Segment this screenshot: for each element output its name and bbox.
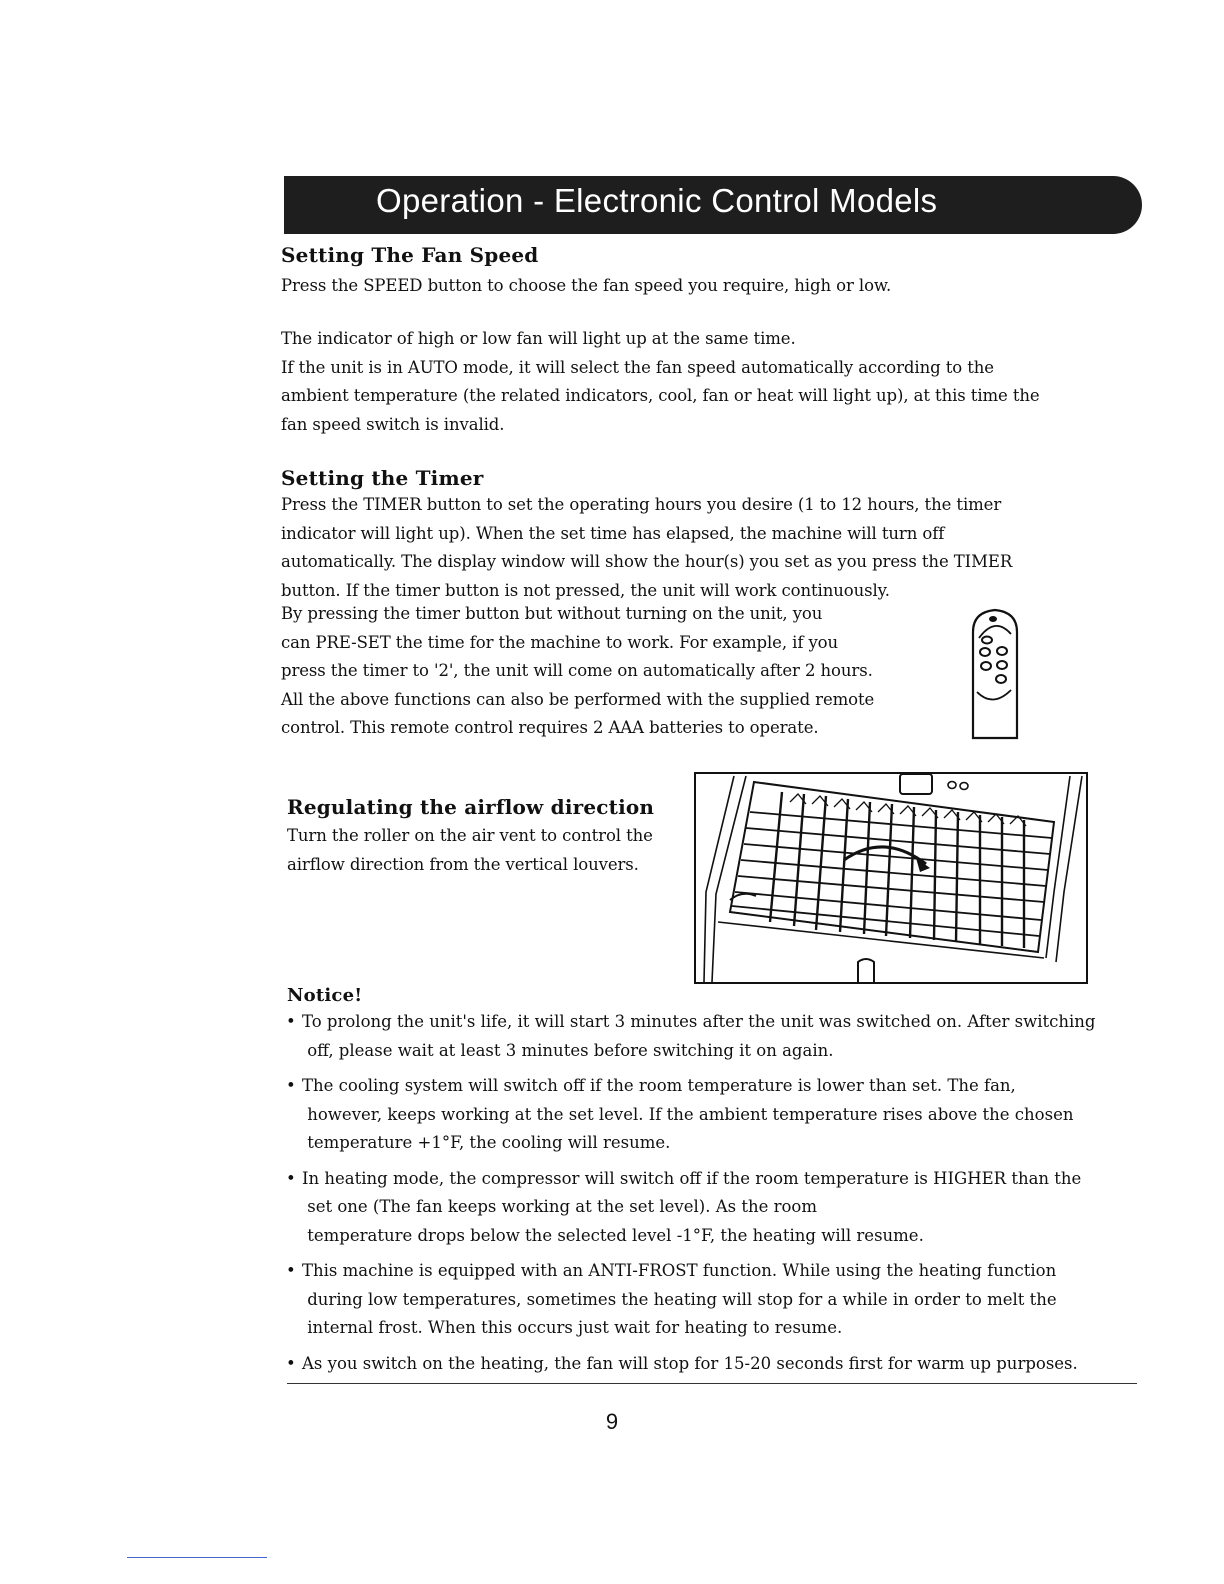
notice-item: • As you switch on the heating, the fan will stop for 15-20 seconds first for warm up purposes. [286,1350,1146,1379]
notice-item: • To prolong the unit's life, it will start 3 minutes after the unit was switched on. After switching off, please wait at least 3 minutes before switching it on again. [286,1008,1146,1065]
timer-para-1: Press the TIMER button to set the operating hours you desire (1 to 12 hours, the timer indicator will light up). When the set time has elapsed, the machine will turn off automatically. The display window will show the hour(s) you set as you press the TIMER button. If the timer button is not pressed, the unit will work continuously. [281,495,1013,600]
notice-heading: Notice! [287,985,363,1006]
air-vent-louvers-icon [694,772,1088,984]
page-edge-mark [127,1557,267,1558]
footer-divider [287,1383,1137,1384]
page-title: Operation - Electronic Control Models [376,182,938,219]
notice-list [286,1008,1146,1385]
fan-speed-heading: Setting The Fan Speed [281,243,539,267]
timer-heading: Setting the Timer [281,466,484,490]
notice-item: • This machine is equipped with an ANTI-FROST function. While using the heating function during low temperatures, sometimes the heating will stop for a while in order to melt the internal frost. When this occurs just wait for heating to resume. [286,1257,1146,1343]
timer-para-2: By pressing the timer button but without turning on the unit, you can PRE-SET the time for the machine to work. For example, if you press the timer to '2', the unit will come on automatically after 2 hours. All the above functions can also be performed with the supplied remote control. This remote control requires 2 AAA batteries to operate. [281,604,875,737]
remote-control-icon [965,604,1027,746]
notice-item: • In heating mode, the compressor will switch off if the room temperature is HIGHER than the set one (The fan keeps working at the set level). As the room temperature drops below the selected level -1°F, the heating will resume. [286,1165,1146,1251]
notice-item: • The cooling system will switch off if the room temperature is lower than set. The fan, however, keeps working at the set level. If the ambient temperature rises above the chosen temperature +1°F, the cooling will resume. [286,1072,1146,1158]
airflow-para: Turn the roller on the air vent to control the airflow direction from the vertical louvers. [287,826,653,874]
section-banner [284,176,1142,234]
airflow-heading: Regulating the airflow direction [287,795,655,819]
fan-speed-para-1: Press the SPEED button to choose the fan speed you require, high or low. [281,276,892,295]
page-number: 9 [605,1409,619,1434]
fan-speed-para-2: The indicator of high or low fan will light up at the same time. If the unit is in AUTO mode, it will select the fan speed automatically according to the ambient temperature (the related indicators, cool, fan or heat will light up), at this time the fan speed switch is invalid. [281,329,1040,434]
